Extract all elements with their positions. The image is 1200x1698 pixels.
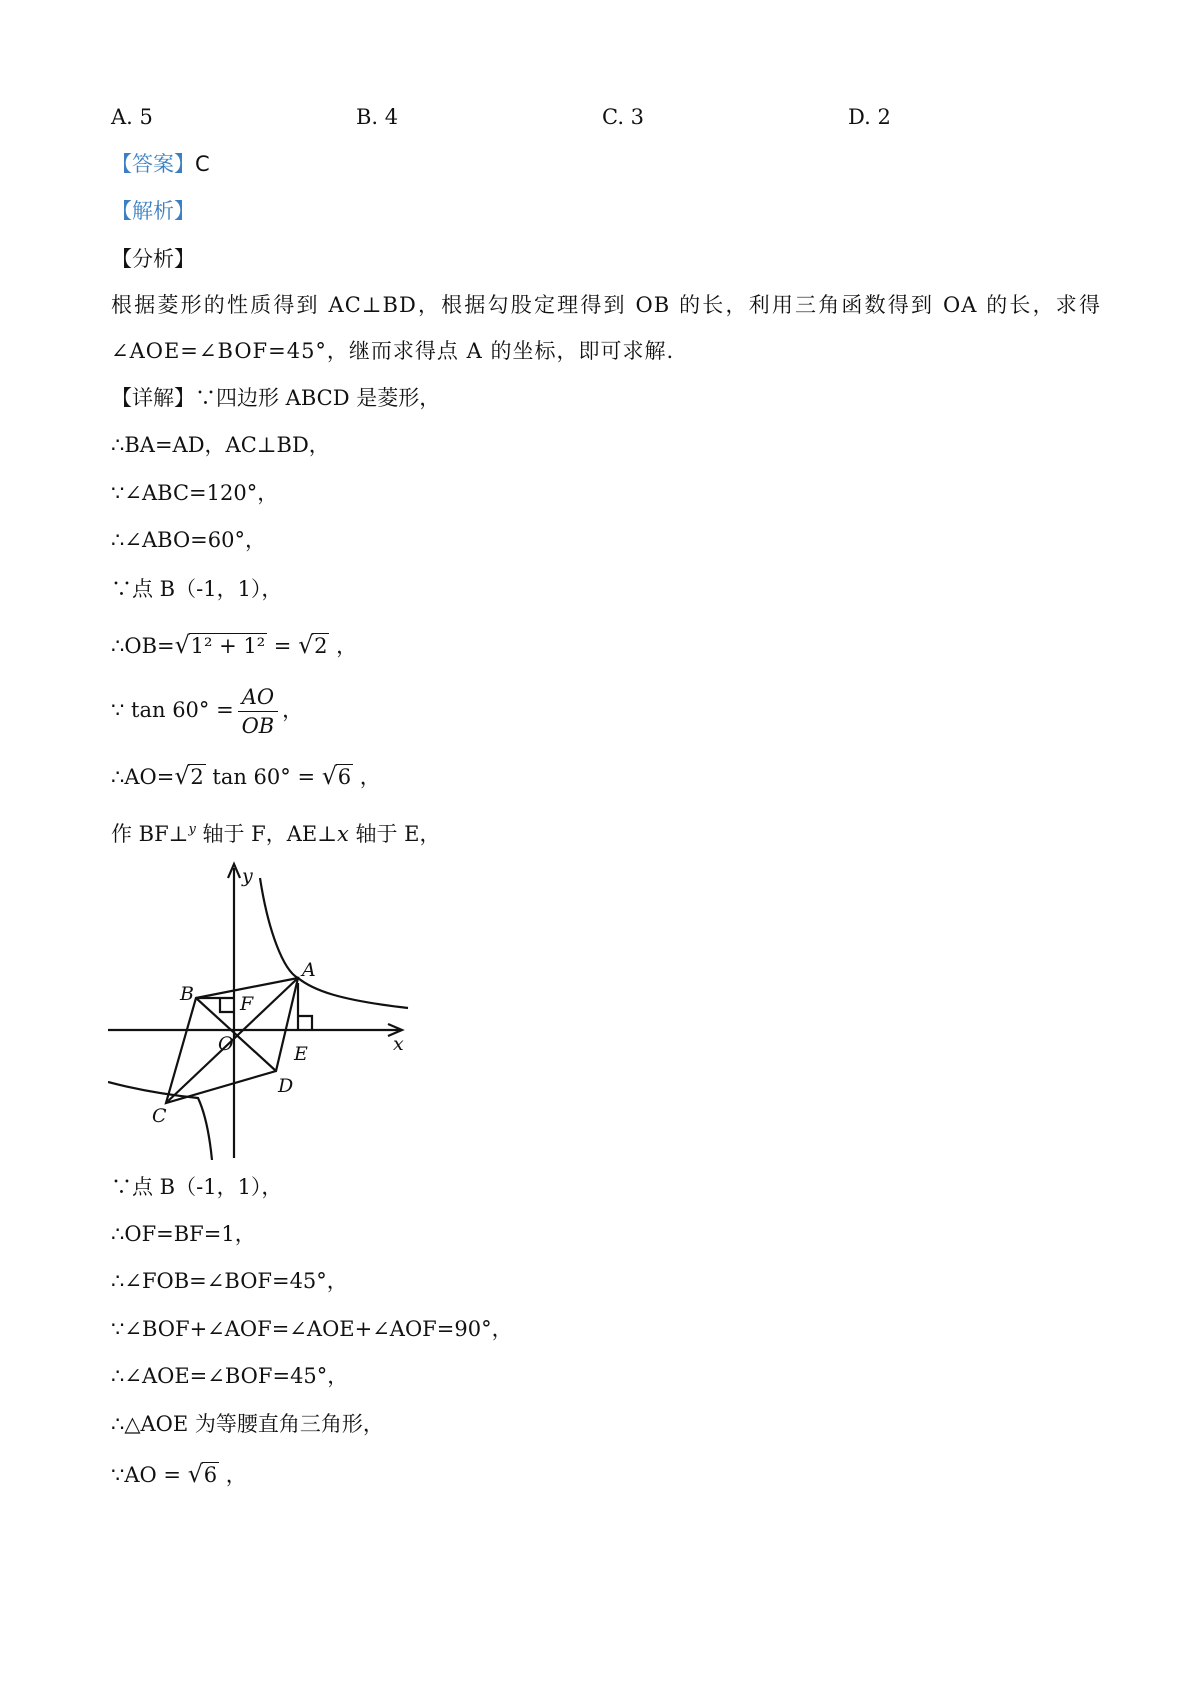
label-b: B xyxy=(180,983,194,1005)
sqrt-two-value: 2 xyxy=(190,765,204,789)
construct-prefix: 作 BF⊥ xyxy=(111,822,189,846)
rhombus-hyperbola-figure xyxy=(108,860,418,1160)
ob-prefix: ∴OB= xyxy=(111,634,175,658)
label-x: x xyxy=(393,1033,404,1055)
detail-line-ob xyxy=(111,631,357,661)
sqrt-six: √ 6 xyxy=(321,762,352,790)
detail-line-12: ∴∠FOB=∠BOF=45°， xyxy=(111,1269,348,1293)
analysis-tag: 【解析】 xyxy=(111,199,195,223)
option-b: B. 4 xyxy=(356,105,399,129)
ao-suffix: ， xyxy=(353,765,381,789)
fraction-denominator: OB xyxy=(241,714,275,738)
answer-tag: 【答案】 xyxy=(111,152,195,176)
tan-prefix: ∵ tan 60° = xyxy=(111,698,234,722)
detail-line-ao xyxy=(111,762,381,792)
tan-suffix: ， xyxy=(282,698,304,722)
fenxi-heading xyxy=(111,244,195,274)
right-angle-f xyxy=(220,998,234,1012)
answer-line xyxy=(111,149,210,179)
sqrt-six-final: √ 6 xyxy=(187,1460,218,1488)
sqrt-six-value: 6 xyxy=(337,765,352,789)
fenxi-tag: 【分析】 xyxy=(111,247,195,271)
hyperbola-upper-branch xyxy=(260,878,408,1008)
sqrt-result: √ 2 xyxy=(298,631,328,659)
detail-line-15: ∴△AOE 为等腰直角三角形， xyxy=(111,1412,384,1436)
radicand: 1² + 1² xyxy=(190,634,266,658)
detail-line-4: ∴∠ABO=60°， xyxy=(111,528,266,552)
ao-mid: tan 60° = xyxy=(205,765,322,789)
detail-line-construct xyxy=(111,815,441,849)
detail-line-13: ∵∠BOF+∠AOF=∠AOE+∠AOF=90°， xyxy=(111,1317,513,1341)
option-d: D. 2 xyxy=(848,105,891,129)
fraction-numerator: AO xyxy=(238,683,278,712)
sqrt-result-value: 2 xyxy=(314,634,328,658)
detail-line-10: ∵点 B（-1，1）， xyxy=(111,1175,283,1199)
detail-line-16 xyxy=(111,1460,247,1490)
right-angle-e xyxy=(298,1016,312,1030)
option-a: A. 5 xyxy=(111,105,153,129)
label-c: C xyxy=(152,1105,167,1127)
x-variable: x xyxy=(336,822,349,846)
detail-line-2: ∴BA=AD，AC⊥BD， xyxy=(111,433,330,457)
answer-value: C xyxy=(195,152,210,176)
ao-prefix: ∴AO= xyxy=(111,765,175,789)
label-y: y xyxy=(242,865,253,887)
detail-line-tan xyxy=(111,680,303,740)
detail-line-11: ∴OF=BF=1， xyxy=(111,1222,256,1246)
label-e: E xyxy=(294,1043,308,1065)
ao-final-suffix: ， xyxy=(219,1463,247,1487)
construct-mid: 轴于 F，AE⊥ xyxy=(195,822,337,846)
fraction-ao-ob xyxy=(238,683,278,740)
ao-final-prefix: ∵AO = xyxy=(111,1463,188,1487)
label-d: D xyxy=(278,1075,294,1097)
y-variable: y xyxy=(188,822,196,837)
ob-equals: = xyxy=(267,634,299,658)
label-o: O xyxy=(218,1033,234,1055)
detail-line-5: ∵点 B（-1，1）， xyxy=(111,577,283,601)
ob-suffix: ， xyxy=(329,634,358,658)
sqrt-two: √ 2 xyxy=(174,762,204,790)
detail-line-3: ∵∠ABC=120°， xyxy=(111,481,279,505)
label-f: F xyxy=(240,993,254,1015)
detail-text-1: ∵四边形 ABCD 是菱形， xyxy=(195,386,441,410)
construct-suffix: 轴于 E， xyxy=(348,822,441,846)
fenxi-paragraph: 根据菱形的性质得到 AC⊥BD，根据勾股定理得到 OB 的长，利用三角函数得到 OA 的长，求得∠AOE=∠BOF=45°，继而求得点 A 的坐标，即可求解. xyxy=(111,293,1101,363)
sqrt-expression: √ 1² + 1² xyxy=(174,631,266,659)
analysis-heading xyxy=(111,196,195,226)
detail-line-1 xyxy=(111,383,440,413)
option-c: C. 3 xyxy=(602,105,645,129)
detail-tag: 【详解】 xyxy=(111,386,195,410)
detail-line-14: ∴∠AOE=∠BOF=45°， xyxy=(111,1364,349,1388)
sqrt-six-final-value: 6 xyxy=(203,1463,218,1487)
label-a: A xyxy=(302,959,316,981)
